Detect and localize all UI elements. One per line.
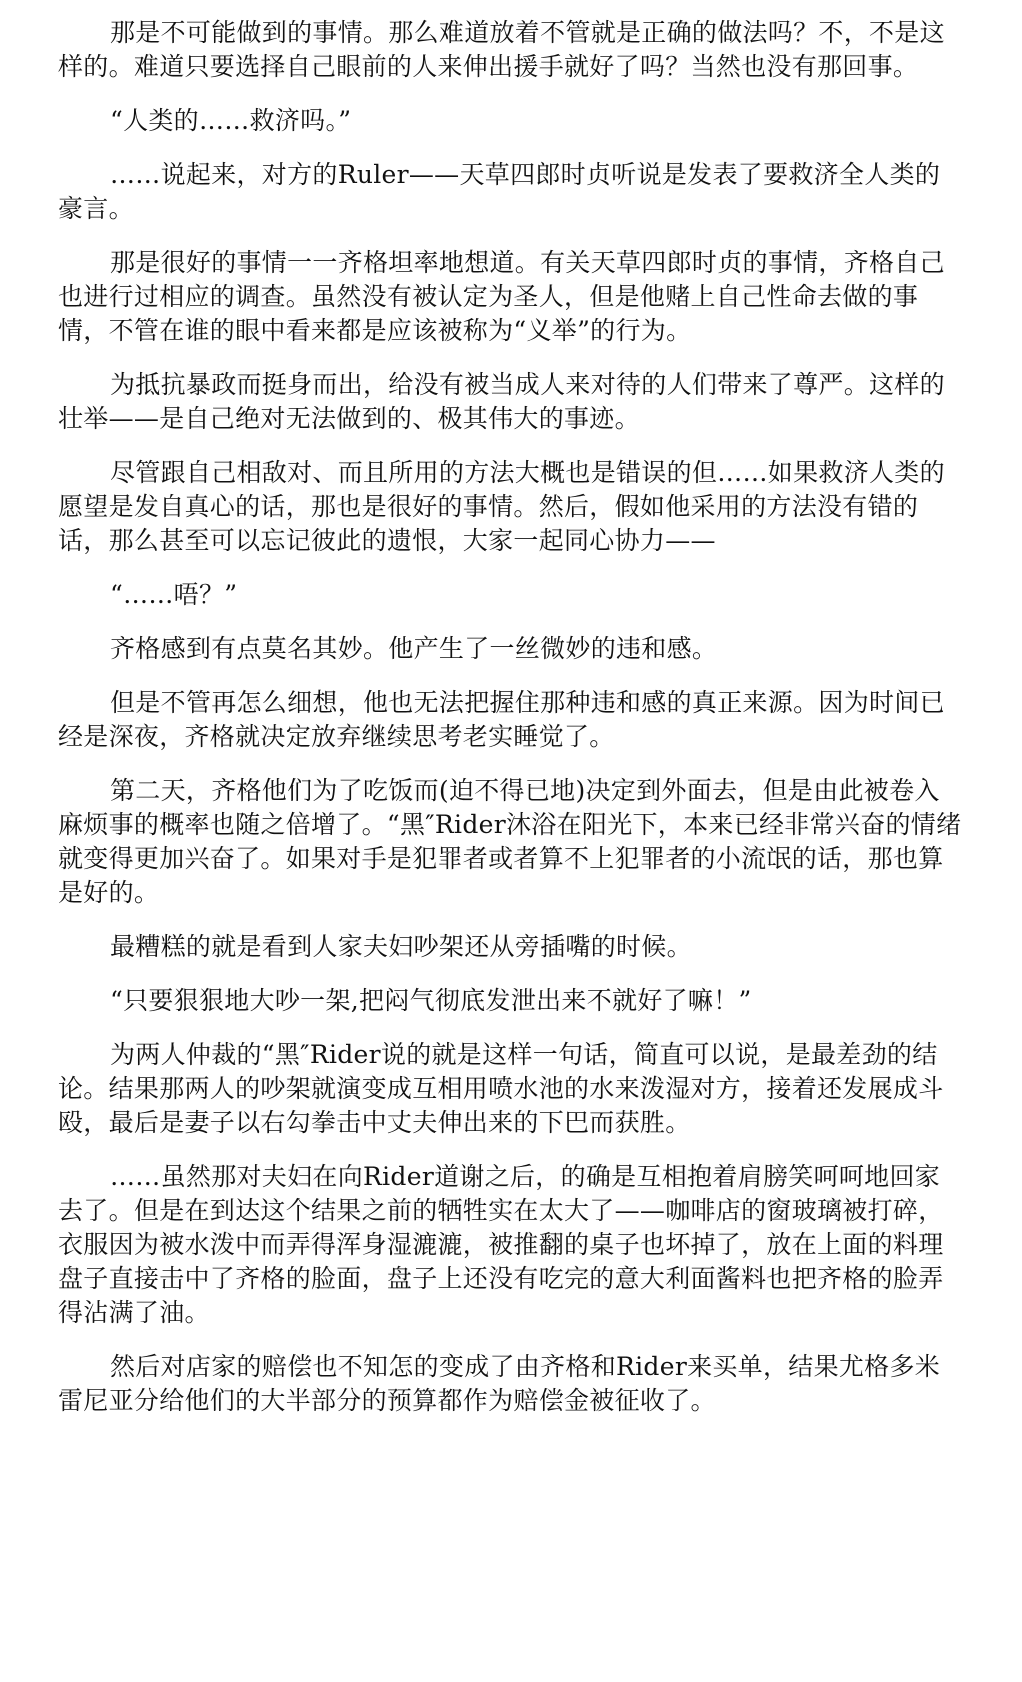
paragraph-12: 然后对店家的赔偿也不知怎的变成了由齐格和Rider来买单，结果尤格多米雷尼亚分给他们的大半部分的预算都作为赔偿金被征收了。 [58, 1352, 941, 1415]
paragraph-4: 为抵抗暴政而挺身而出，给没有被当成人来对待的人们带来了尊严。这样的壮举——是自己绝对无法做到的、极其伟大的事迹。 [58, 370, 945, 433]
document-page [58, 16, 963, 1656]
paragraph-9: 最糟糕的就是看到人家夫妇吵架还从旁插嘴的时候。 [110, 932, 692, 961]
paragraph-8: 第二天，齐格他们为了吃饭而(迫不得已地)决定到外面去，但是由此被卷入麻烦事的概率也随之倍增了。“黑″Rider沐浴在阳光下，本来已经非常兴奋的情绪就变得更加兴奋了。如果对手是犯罪者或者算不上犯罪者的小流氓的话，那也算是好的。 [58, 776, 962, 907]
paragraph-6: 齐格感到有点莫名其妙。他产生了一丝微妙的违和感。 [110, 634, 718, 663]
paragraph-2: ……说起来，对方的Ruler——天草四郎时贞听说是发表了要救济全人类的豪言。 [58, 160, 941, 223]
paragraph-3: 那是很好的事情一一齐格坦率地想道。有关天草四郎时贞的事情，齐格自己也进行过相应的调查。虽然没有被认定为圣人，但是他赌上自己性命去做的事情，不管在谁的眼中看来都是应该被称为“义举”的行为。 [58, 248, 945, 345]
dialogue-line-1: “人类的……救济吗。” [110, 106, 352, 135]
paragraph-11: ……虽然那对夫妇在向Rider道谢之后，的确是互相抱着肩膀笑呵呵地回家去了。但是在到达这个结果之前的牺牲实在太大了——咖啡店的窗玻璃被打碎，衣服因为被水泼中而弄得浑身湿漉漉，被推翻的桌子也坏掉了，放在上面的料理盘子直接击中了齐格的脸面，盘子上还没有吃完的意大利面酱料也把齐格的脸弄得沾满了油。 [58, 1162, 944, 1327]
paragraph-7: 但是不管再怎么细想，他也无法把握住那种违和感的真正来源。因为时间已经是深夜，齐格就决定放弃继续思考老实睡觉了。 [58, 688, 945, 751]
paragraph-10: 为两人仲裁的“黑″Rider说的就是这样一句话，简直可以说，是最差劲的结论。结果那两人的吵架就演变成互相用喷水池的水来泼湿对方，接着还发展成斗殴，最后是妻子以右勾拳击中丈夫伸出来的下巴而获胜。 [58, 1040, 944, 1137]
paragraph-5: 尽管跟自己相敌对、而且所用的方法大概也是错误的但……如果救济人类的愿望是发自真心的话，那也是很好的事情。然后，假如他采用的方法没有错的话，那么甚至可以忘记彼此的遗恨，大家一起同心协力—— [58, 458, 945, 555]
paragraph-1: 那是不可能做到的事情。那么难道放着不管就是正确的做法吗？不，不是这样的。难道只要选择自己眼前的人来伸出援手就好了吗？当然也没有那回事。 [58, 18, 945, 81]
dialogue-line-3: “只要狠狠地大吵一架,把闷气彻底发泄出来不就好了嘛！” [110, 986, 752, 1015]
dialogue-line-2: “……唔？” [110, 580, 238, 609]
